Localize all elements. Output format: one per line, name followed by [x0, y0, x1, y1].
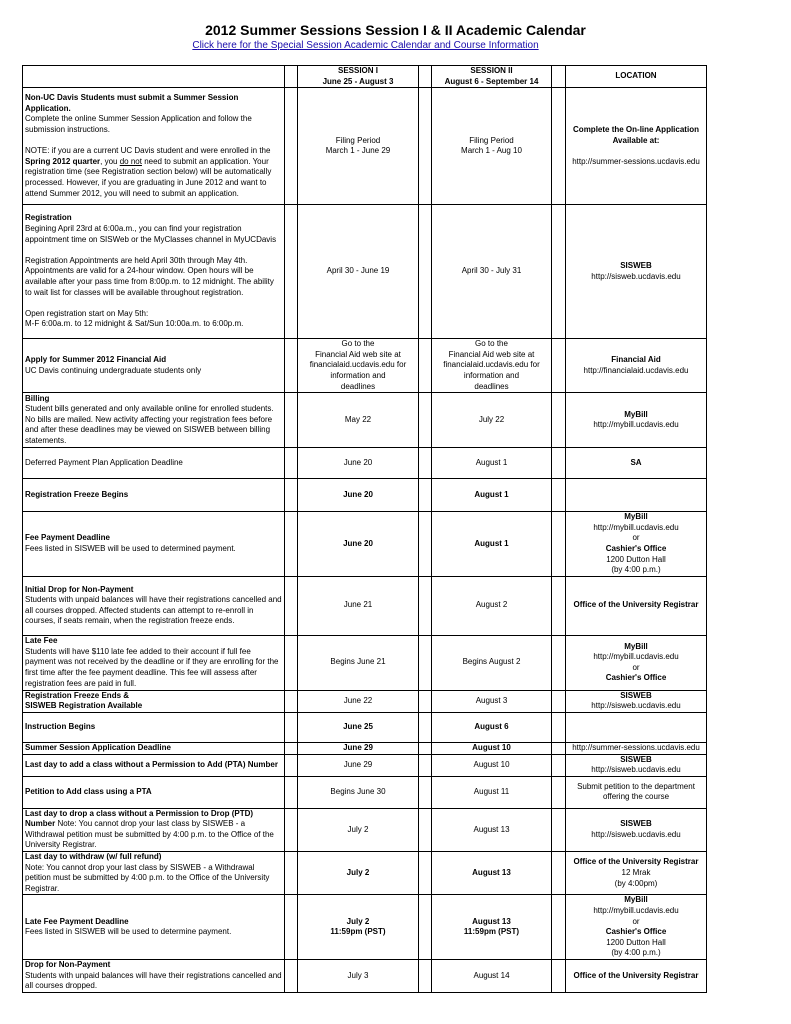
- mybill-url[interactable]: http://mybill.ucdavis.edu: [593, 652, 679, 662]
- table-row-last-day-add: [23, 754, 707, 776]
- table-row-deferred-payment: [23, 448, 707, 479]
- session-2-value: August 13: [432, 852, 552, 895]
- session-2-value: August 2: [432, 576, 552, 635]
- row-description: Drop for Non-Payment Students with unpaid balances will have their registrations cancelled and all courses dropped.: [23, 960, 285, 993]
- session-1-value: Filing Period March 1 - June 29: [298, 88, 419, 205]
- session-1-value: June 20: [298, 512, 419, 577]
- table-row-late-fee-payment: [23, 895, 707, 960]
- row-description: Billing Student bills generated and only available online for enrolled students. No bills are mailed. New activity affecting your registration fees before and after these deadlines may be viewed on SISWEB between billing statements.: [23, 393, 285, 448]
- location-value: [566, 712, 707, 742]
- session-1-value: June 21: [298, 576, 419, 635]
- table-row-last-day-withdraw: [23, 852, 707, 895]
- header-location: LOCATION: [566, 66, 707, 88]
- session-1-value: June 20: [298, 479, 419, 512]
- location-value: MyBill http://mybill.ucdavis.edu or Cashier's Office 1200 Dutton Hall (by 4:00 p.m.): [566, 895, 707, 960]
- session-1-value: July 2: [298, 808, 419, 851]
- mybill-url[interactable]: http://mybill.ucdavis.edu: [593, 906, 679, 916]
- special-session-link[interactable]: Click here for the Special Session Academic Calendar and Course Information: [192, 40, 539, 51]
- table-row-last-day-drop: [23, 808, 707, 851]
- location-value: Financial Aid http://financialaid.ucdavis.edu: [566, 339, 707, 393]
- row-description: Late Fee Students will have $110 late fee added to their account if full fee payment was not received by the deadline or if they are enrolling for the first time after the fee payment deadline. This fee will assess after registration fees are paid in full.: [23, 635, 285, 690]
- location-value: SISWEB http://sisweb.ucdavis.edu: [566, 205, 707, 339]
- financialaid-url[interactable]: http://financialaid.ucdavis.edu: [583, 365, 689, 375]
- sisweb-url[interactable]: http://sisweb.ucdavis.edu: [591, 271, 681, 281]
- table-row-application-deadline: [23, 742, 707, 754]
- sisweb-url[interactable]: http://sisweb.ucdavis.edu: [591, 765, 681, 775]
- sisweb-url[interactable]: http://sisweb.ucdavis.edu: [591, 701, 681, 711]
- table-row-billing: [23, 393, 707, 448]
- table-row-petition-pta: [23, 776, 707, 808]
- session-2-value: July 22: [432, 393, 552, 448]
- location-value: SISWEB http://sisweb.ucdavis.edu: [566, 690, 707, 712]
- location-value: Office of the University Registrar: [566, 960, 707, 993]
- session-1-value: Go to the Financial Aid web site at financialaid.ucdavis.edu for information and deadlines: [298, 339, 419, 393]
- location-value: MyBill http://mybill.ucdavis.edu or Cashier's Office: [566, 635, 707, 690]
- session-1-value: June 25: [298, 712, 419, 742]
- session-2-value: August 14: [432, 960, 552, 993]
- session-2-value: August 13 11:59pm (PST): [432, 895, 552, 960]
- session-2-value: August 10: [432, 754, 552, 776]
- row-description: Fee Payment Deadline Fees listed in SISWEB will be used to determined payment.: [23, 512, 285, 577]
- row-description: Summer Session Application Deadline: [23, 742, 285, 754]
- row-description: Initial Drop for Non-Payment Students with unpaid balances will have their registrations cancelled and all courses dropped. Affected students can attempt to re-enroll in courses, if seats remain, when the registration freeze ends.: [23, 576, 285, 635]
- table-row-registration: [23, 205, 707, 339]
- page-title: 2012 Summer Sessions Session I & II Academic Calendar: [205, 22, 586, 38]
- session-1-value: July 3: [298, 960, 419, 993]
- sisweb-url[interactable]: http://sisweb.ucdavis.edu: [591, 829, 681, 839]
- session-2-value: August 11: [432, 776, 552, 808]
- table-row-drop-non-payment: [23, 960, 707, 993]
- table-row-instruction-begins: [23, 712, 707, 742]
- table-row-fee-payment: [23, 512, 707, 577]
- session-2-value: August 1: [432, 448, 552, 479]
- session-1-value: June 29: [298, 742, 419, 754]
- row-description: Last day to drop a class without a Permission to Drop (PTD) Number Note: You cannot drop your last class by SISWEB - a Withdrawal petition must be submitted by 4:00 p.m. to the Office of the University Registrar.: [23, 808, 285, 851]
- table-header-row: [23, 66, 707, 88]
- location-value: Complete the On-line Application Available at: http://summer-sessions.ucdavis.edu: [566, 88, 707, 205]
- location-value: MyBill http://mybill.ucdavis.edu: [566, 393, 707, 448]
- row-description: Registration Freeze Ends & SISWEB Registration Available: [23, 690, 285, 712]
- location-value: Office of the University Registrar: [566, 576, 707, 635]
- location-value: [566, 479, 707, 512]
- location-value: MyBill http://mybill.ucdavis.edu or Cashier's Office 1200 Dutton Hall (by 4:00 p.m.): [566, 512, 707, 577]
- table-row-application: [23, 88, 707, 205]
- session-2-value: April 30 - July 31: [432, 205, 552, 339]
- table-row-freeze-ends: [23, 690, 707, 712]
- session-2-value: August 6: [432, 712, 552, 742]
- table-row-initial-drop: [23, 576, 707, 635]
- row-description: Petition to Add class using a PTA: [23, 776, 285, 808]
- session-2-value: August 3: [432, 690, 552, 712]
- location-value: Submit petition to the department offering the course: [566, 776, 707, 808]
- summer-sessions-url[interactable]: http://summer-sessions.ucdavis.edu: [572, 156, 700, 166]
- session-2-value: Filing Period March 1 - Aug 10: [432, 88, 552, 205]
- mybill-url[interactable]: http://mybill.ucdavis.edu: [593, 522, 679, 532]
- session-1-value: July 2 11:59pm (PST): [298, 895, 419, 960]
- location-value: SA: [566, 448, 707, 479]
- row-description: Deferred Payment Plan Application Deadline: [23, 448, 285, 479]
- session-1-value: April 30 - June 19: [298, 205, 419, 339]
- session-2-value: August 13: [432, 808, 552, 851]
- header-blank: [23, 66, 285, 88]
- session-2-value: August 1: [432, 512, 552, 577]
- session-1-value: Begins June 30: [298, 776, 419, 808]
- session-2-value: Go to the Financial Aid web site at financialaid.ucdavis.edu for information and deadlines: [432, 339, 552, 393]
- row-description: Last day to add a class without a Permission to Add (PTA) Number: [23, 754, 285, 776]
- row-description: Non-UC Davis Students must submit a Summer Session Application. Complete the online Summer Session Application and follow the submission instructions. NOTE: if you are a current UC Davis student and were enrolled in the Spring 2012 quarter, you do not need to submit an application. Your registration time (see Registration section below) will be automatically processed. However, if you are graduating in June 2012 and want to attend Summer 2012, you will need to submit an application.: [23, 88, 285, 205]
- row-description: Late Fee Payment Deadline Fees listed in SISWEB will be used to determine payment.: [23, 895, 285, 960]
- row-description: Instruction Begins: [23, 712, 285, 742]
- row-description: Registration Freeze Begins: [23, 479, 285, 512]
- row-description: Apply for Summer 2012 Financial Aid UC Davis continuing undergraduate students only: [23, 339, 285, 393]
- location-value: SISWEB http://sisweb.ucdavis.edu: [566, 754, 707, 776]
- session-1-value: June 20: [298, 448, 419, 479]
- row-description: Last day to withdraw (w/ full refund) Note: You cannot drop your last class by SISWEB - a Withdrawal petition must be submitted by 4:00 p.m. to the Office of the University Registrar.: [23, 852, 285, 895]
- academic-calendar-table: [22, 65, 707, 993]
- session-1-value: July 2: [298, 852, 419, 895]
- location-value: Office of the University Registrar 12 Mrak (by 4:00pm): [566, 852, 707, 895]
- session-1-value: June 22: [298, 690, 419, 712]
- session-1-value: May 22: [298, 393, 419, 448]
- session-2-value: August 10: [432, 742, 552, 754]
- session-2-value: Begins August 2: [432, 635, 552, 690]
- header-session-2: SESSION II August 6 - September 14: [432, 66, 552, 88]
- header-session-1: SESSION I June 25 - August 3: [298, 66, 419, 88]
- mybill-url[interactable]: http://mybill.ucdavis.edu: [593, 420, 679, 430]
- session-1-value: Begins June 21: [298, 635, 419, 690]
- location-value: SISWEB http://sisweb.ucdavis.edu: [566, 808, 707, 851]
- session-1-value: June 29: [298, 754, 419, 776]
- row-description: Registration Begining April 23rd at 6:00a.m., you can find your registration appointment time on SISWeb or the MyClasses channel in MyUCDavis Registration Appointments are held April 30th through May 4th. Appointments are valid for a 24-hour window. Open hours will be available after your pass time from 8:00p.m. to 12 midnight. The ability to wait list for classes will be available throughout registration. Open registration start on May 5th: M-F 6:00a.m. to 12 midnight & Sat/Sun 10:00a.m. to 6:00p.m.: [23, 205, 285, 339]
- table-row-late-fee: [23, 635, 707, 690]
- table-row-registration-freeze: [23, 479, 707, 512]
- table-row-financial-aid: [23, 339, 707, 393]
- session-2-value: August 1: [432, 479, 552, 512]
- location-value[interactable]: http://summer-sessions.ucdavis.edu: [566, 742, 707, 754]
